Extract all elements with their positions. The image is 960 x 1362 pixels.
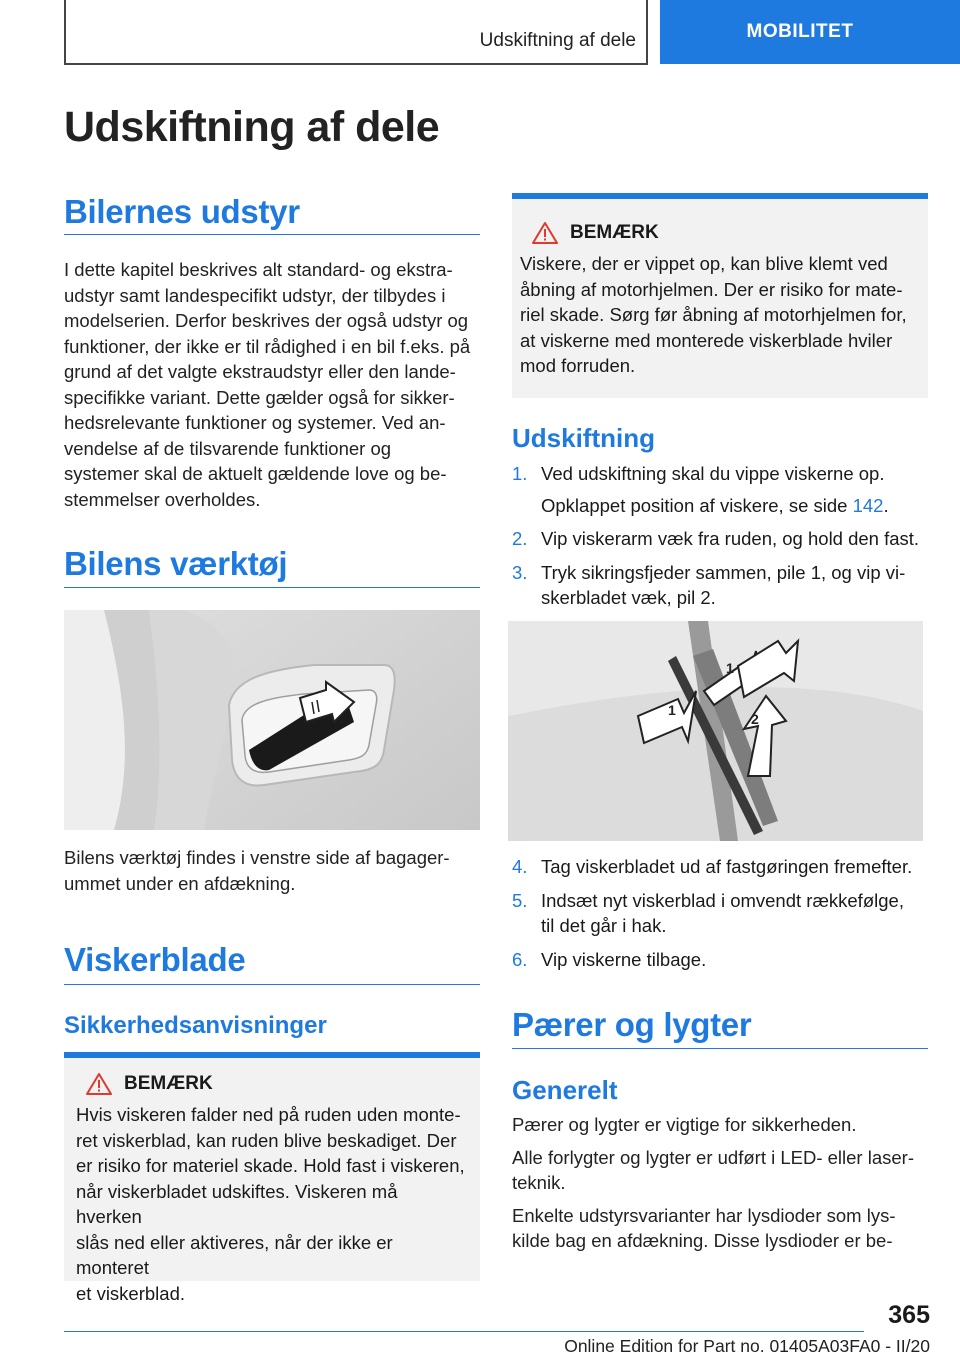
text-line: til det går i hak. xyxy=(541,915,667,936)
page-number: 365 xyxy=(888,1301,930,1329)
header-frame-left xyxy=(64,0,66,63)
text-line: når viskerbladet udskiftes. Viskeren må hverken xyxy=(76,1180,398,1227)
step-text: Ved udskiftning skal du vippe viskerne op. xyxy=(541,463,885,484)
step-text: Tag viskerbladet ud af fastgøringen fremefter. xyxy=(541,856,913,877)
note-box-right xyxy=(512,193,928,398)
heading-udskiftning: Udskiftning xyxy=(512,423,655,453)
text-line: åbning af motorhjelmen. Der er risiko for mate- xyxy=(520,278,903,300)
step-number: 5. xyxy=(512,889,528,911)
text-line: teknik. xyxy=(512,1172,566,1193)
step-text: Vip viskerne tilbage. xyxy=(541,948,707,970)
text-line: systemer skal de aktuelt gældende love og be- xyxy=(64,463,447,484)
header-frame-bottom xyxy=(64,63,648,65)
heading-rule xyxy=(64,234,480,235)
paragraph-bilens-vaerktoej xyxy=(64,845,494,896)
header-frame-divider xyxy=(646,0,648,65)
step-number: 6. xyxy=(512,948,528,970)
text-line: Viskere, der er vippet op, kan blive klemt ved xyxy=(520,253,888,274)
heading-rule xyxy=(512,1048,928,1049)
text-line: mod forruden. xyxy=(520,355,636,376)
text-line: Enkelte udstyrsvarianter har lysdioder som lys- xyxy=(512,1204,896,1226)
text-line: Bilens værktøj findes i venstre side af bagager- xyxy=(64,847,450,868)
text-line: modelserien. Derfor beskrives der også udstyr og xyxy=(64,310,469,331)
text-line: ummet under en afdækning. xyxy=(64,872,296,894)
step-number: 3. xyxy=(512,561,528,583)
step-subtext-end: . xyxy=(883,494,889,516)
text-line: Pærer og lygter er vigtige for sikkerheden. xyxy=(512,1114,857,1135)
paragraph-generelt xyxy=(512,1112,942,1254)
text-line: ret viskerblad, kan ruden blive beskadiget. Der xyxy=(76,1129,457,1151)
step-item xyxy=(512,947,942,973)
text-line: Hvis viskeren falder ned på ruden uden monte- xyxy=(76,1104,461,1125)
text-line: I dette kapitel beskrives alt standard- og ekstra- xyxy=(64,259,453,280)
step-text xyxy=(541,888,904,939)
text-line: funktioner, der ikke er til rådighed i en bil f.eks. på xyxy=(64,335,471,357)
text-line: kilde bag en afdækning. Disse lysdioder er be- xyxy=(512,1230,893,1251)
page-reference-link[interactable]: 142 xyxy=(852,494,884,516)
note-text xyxy=(76,1102,468,1306)
note-label: BEMÆRK xyxy=(124,1073,213,1094)
text-line: Tryk sikringsfjeder sammen, pile 1, og vip vi- xyxy=(541,561,906,583)
step-text xyxy=(541,560,905,611)
step-item xyxy=(512,854,942,880)
step-item xyxy=(512,526,942,552)
page-title: Udskiftning af dele xyxy=(64,103,440,151)
text-line: et viskerblad. xyxy=(76,1282,185,1304)
paragraph-bilernes-udstyr xyxy=(64,257,494,512)
step-number: 4. xyxy=(512,856,528,877)
warning-icon xyxy=(86,1072,112,1096)
text-line: udstyr samt landespecifikt udstyr, der tilbydes i xyxy=(64,284,446,306)
step-item xyxy=(512,461,942,487)
heading-rule xyxy=(64,984,480,985)
note-text xyxy=(520,251,918,379)
text-line: slås ned eller aktiveres, når der ikke er monteret xyxy=(76,1231,393,1278)
step-number: 1. xyxy=(512,463,528,484)
heading-sikkerhedsanvisninger: Sikkerhedsanvisninger xyxy=(64,1012,327,1039)
header-chapter-tab[interactable]: MOBILITET xyxy=(660,0,960,64)
footer-rule xyxy=(64,1331,864,1332)
text-line: Alle forlygter og lygter er udført i LED- eller laser- xyxy=(512,1146,914,1168)
text-line: skerbladet væk, pil 2. xyxy=(541,587,716,608)
step-item xyxy=(512,888,942,939)
step-text: Vip viskerarm væk fra ruden, og hold den fast. xyxy=(541,528,920,549)
warning-icon xyxy=(532,221,558,245)
step-subtext-label: Opklappet position af viskere, se side xyxy=(541,494,853,516)
figure-label-arrow-2: 2 xyxy=(751,711,759,727)
trunk-tool-compartment-image xyxy=(64,610,480,830)
steps-list-b xyxy=(512,854,942,972)
text-line: specifikke variant. Dette gælder også for sikker- xyxy=(64,386,455,408)
steps-list-a xyxy=(512,461,942,611)
text-line: hedsrelevante funktioner og systemer. Ved an- xyxy=(64,412,446,433)
heading-generelt: Generelt xyxy=(512,1075,618,1105)
figure-label-arrow-1a: 1 xyxy=(668,702,676,718)
note-label: BEMÆRK xyxy=(570,222,659,243)
text-line: riel skade. Sørg før åbning af motorhjelmen for, xyxy=(520,304,907,325)
step-subtext xyxy=(512,493,942,519)
text-line: Indsæt nyt viskerblad i omvendt rækkefølge, xyxy=(541,889,904,911)
step-number: 2. xyxy=(512,528,528,549)
header-section-title: Udskiftning af dele xyxy=(479,30,636,51)
text-line: grund af det valgte ekstraudstyr eller den lande- xyxy=(64,361,456,382)
wiper-blade-image xyxy=(508,621,923,841)
text-line: vendelse af de tilsvarende funktioner og xyxy=(64,437,392,459)
heading-bilernes-udstyr: Bilernes udstyr xyxy=(64,193,300,230)
note-header xyxy=(76,1072,468,1096)
heading-paerer-og-lygter: Pærer og lygter xyxy=(512,1006,752,1043)
heading-bilens-vaerktoej: Bilens værktøj xyxy=(64,545,288,582)
step-item xyxy=(512,560,942,611)
heading-viskerblade: Viskerblade xyxy=(64,941,246,978)
note-header xyxy=(520,221,918,245)
text-line: at viskerne med monterede viskerblade hviler xyxy=(520,329,893,351)
footer-edition: Online Edition for Part no. 01405A03FA0 - II/20 xyxy=(564,1336,930,1356)
text-line: er risiko for materiel skade. Hold fast i viskeren, xyxy=(76,1155,465,1176)
figure-label-arrow-1b: 1 xyxy=(726,660,734,676)
note-box-left xyxy=(64,1052,480,1304)
text-line: stemmelser overholdes. xyxy=(64,488,261,510)
heading-rule xyxy=(64,587,480,588)
